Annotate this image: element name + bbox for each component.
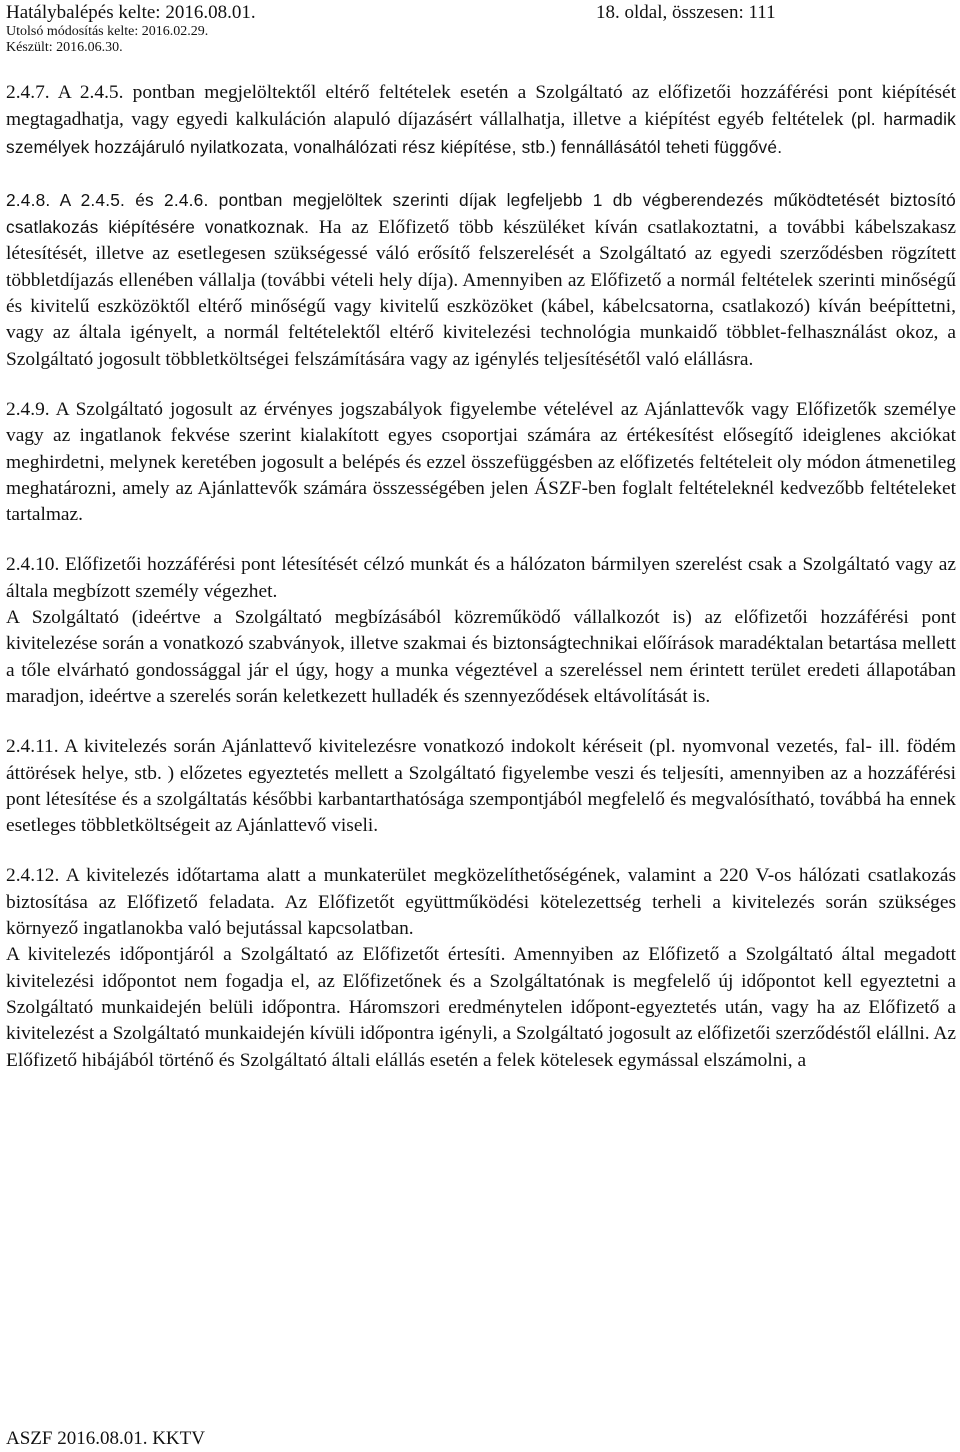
section-2-4-7-text-a: 2.4.7. A 2.4.5. pontban megjelöltektől eltérő feltételek esetén a Szolgáltató az előfizetői hozzáférési pont kiépítését megtagadhatja, vagy egyedi kalkuláción alapuló díjazásért vállalhatja, illetve a kiépítést egyéb feltételek <box>6 82 956 131</box>
section-2-4-8 <box>6 187 956 373</box>
created-date: Készült: 2016.06.30. <box>6 40 123 55</box>
section-2-4-7-text-b: (pl. harmadik személyek hozzájáruló nyilatkozata, vonalhálózati rész kiépítése, stb.) fennállásától teheti függővé. <box>6 109 956 157</box>
section-2-4-10-a: 2.4.10. Előfizetői hozzáférési pont létesítését célzó munkát és a hálózaton bármilyen szerelést csak a Szolgáltató vagy az általa megbízott személy végezhet. <box>6 554 956 602</box>
section-2-4-8-text-b: Ha az Előfizető több készüléket kíván csatlakoztatni, a további kábelszakasz létesítését, illetve az esetlegesen szükségessé váló erősítő felszerelését a Szolgáltató az egyedi szerződésben rögzített többletdíjazás ellenében vállalja (további vételi hely díja). Amennyiben az Előfizető a normál feltételek szerinti minőségű és kivitelű eszközöktől eltérő minőségű vagy kivitelű eszközöket (kábel, kábelcsatorna, csatlakozó) kíván beépíttetni, vagy az általa igényelt, a normál feltételektől eltérő kivitelezési technológia munkaidő többlet-felhasználást okoz, a Szolgáltató jogosult többletköltségei felszámítására vagy az igénylés teljesítésétől való elállásra. <box>6 217 956 370</box>
section-2-4-12-b: A kivitelezés időpontjáról a Szolgáltató az Előfizetőt értesíti. Amennyiben az Előfizető a Szolgáltató által megadott kivitelezési időpontot nem fogadja el, az Előfizetőnek és a Szolgáltatónak is megfelelő új időpontot kell egyeztetni a Szolgáltató munkaidején belüli időpontra. Háromszori eredménytelen időpont-egyeztetés után, vagy ha az Előfizető a kivitelezést a Szolgáltató munkaidején kívüli időpontra igényli, a Szolgáltató jogosult az előfizetői szerződéstől elállni. Az Előfizető hibájából történő és Szolgáltató általi elállás esetén a felek kötelesek egymással elszámolni, a <box>6 944 956 1071</box>
document-body <box>6 80 956 1074</box>
section-2-4-8-text-a: 2.4.8. A 2.4.5. és 2.4.6. pontban megjelöltek szerinti díjak legfeljebb 1 db végberendezés működtetését biztosító csatlakozás kiépítésére vonatkoznak. <box>6 189 956 238</box>
effective-date: Hatálybalépés kelte: 2016.08.01. <box>6 2 256 23</box>
section-2-4-10-b: A Szolgáltató (ideértve a Szolgáltató megbízásából közreműködő vállalkozót is) az előfizetői hozzáférési pont kivitelezése során a vonatkozó szabványok, illetve szakmai és biztonságtechnikai előírások maradéktalan betartása mellett a tőle elvárható gondossággal jár el úgy, hogy a munka végeztével a szereléssel nem érintett terület eredeti állapotában maradjon, ideértve a szerelés során keletkezett hulladék és szennyeződések eltávolítását is. <box>6 607 956 707</box>
header-top-line <box>6 2 956 24</box>
section-2-4-7 <box>6 80 956 161</box>
section-2-4-12-a: 2.4.12. A kivitelezés időtartama alatt a munkaterület megközelíthetőségének, valamint a 220 V-os hálózati csatlakozás biztosítása az Előfizető feladata. Az Előfizetőt együttműködési kötelezettség terheli a kivitelezés során szükséges környező ingatlanokba való bejutással kapcsolatban. <box>6 865 956 940</box>
section-2-4-9: 2.4.9. A Szolgáltató jogosult az érvényes jogszabályok figyelembe vételével az Ajánlattevők vagy Előfizetők személye vagy az ingatlanok fekvése szerint kialakított egyes csoportjai számára az értékesítést elősegítő ideiglenes akciókat meghirdetni, melynek keretében jogosult a belépés és ezzel összefüggésben az előfizetés feltételeit oly módon átmenetileg meghatározni, amely az Ajánlattevők számára összességében jelen ÁSZF-ben foglalt feltételeknél kedvezőbb feltételeket tartalmaz. <box>6 398 956 526</box>
page-info: 18. oldal, összesen: 111 <box>596 2 776 23</box>
section-2-4-11: 2.4.11. A kivitelezés során Ajánlattevő kivitelezésre vonatkozó indokolt kéréseit (pl. nyomvonal vezetés, fal- ill. födém áttörések helye, stb. ) előzetes egyeztetés mellett a Szolgáltató figyelembe veszi és teljesíti, amennyiben az a hozzáférési pont létesítése és a szolgáltatás későbbi karbantarthatósága szempontjából megfelelő és megvalósítható, továbbá ha ennek esetleges többletköltségeit az Ajánlattevő viseli. <box>6 736 956 837</box>
page-header <box>6 2 956 56</box>
last-modified: Utolsó módosítás kelte: 2016.02.29. <box>6 24 209 39</box>
page-footer: ASZF 2016.08.01. KKTV <box>6 1428 205 1449</box>
